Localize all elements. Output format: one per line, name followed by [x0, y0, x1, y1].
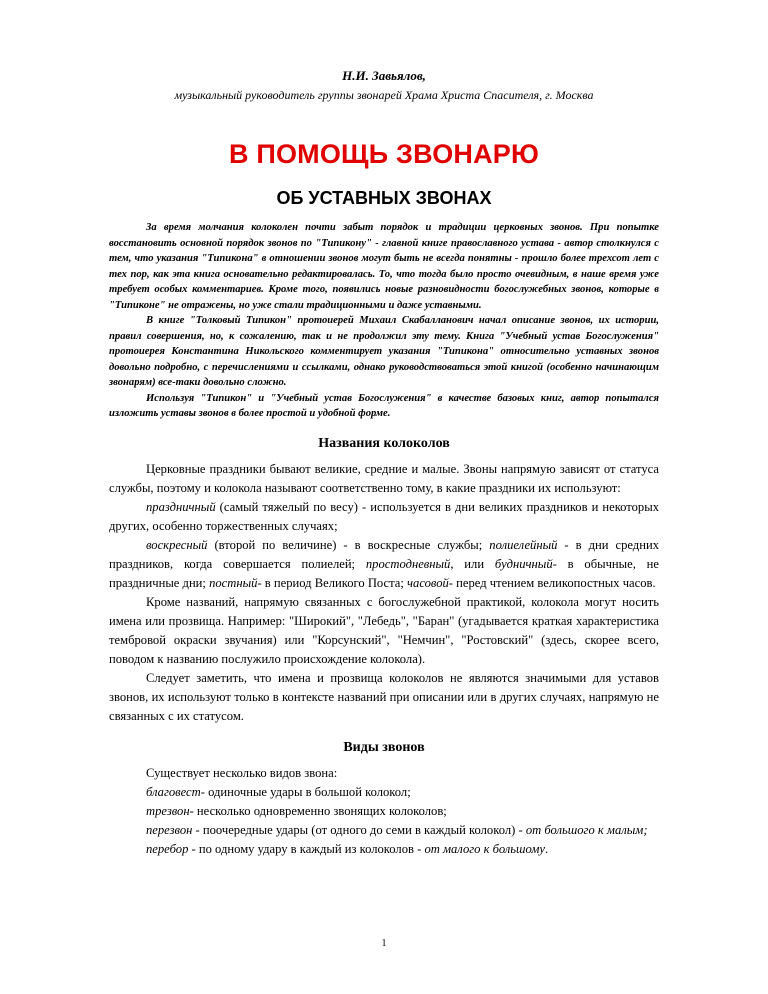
- text-run: (второй по величине) - в воскресные службы;: [207, 537, 490, 552]
- paragraph: Существует несколько видов звона:: [146, 765, 338, 780]
- text-run: - одиночные удары в большой колокол;: [200, 784, 411, 799]
- paragraph: [109, 498, 659, 536]
- document-subtitle: ОБ УСТАВНЫХ ЗВОНАХ: [276, 188, 492, 208]
- paragraph: [109, 536, 659, 593]
- paragraph: [109, 802, 659, 821]
- term: от малого к большому: [424, 841, 545, 856]
- author-affiliation: музыкальный руководитель группы звонарей Храма Христа Спасителя, г. Москва: [174, 88, 594, 102]
- section-ringing-types: [109, 740, 659, 859]
- term: от большого к малым;: [525, 822, 648, 837]
- term: будничный: [494, 556, 553, 571]
- text-run: , или: [450, 556, 495, 571]
- paragraph: Следует заметить, что имена и прозвища колоколов не являются значимыми для уставов звонов, их используют только в контексте названий при описании или в других случаях, напрямую не связанных с их статусом.: [109, 670, 659, 723]
- term: праздничный: [146, 499, 216, 514]
- term: трезвон: [146, 803, 190, 818]
- term: постный: [209, 575, 258, 590]
- term: перебор: [146, 841, 189, 856]
- paragraph: [109, 783, 659, 802]
- paragraph: Кроме названий, напрямую связанных с богослужебной практикой, колокола могут носить имена или прозвища. Например: "Широкий", "Лебедь", "Баран" (угадывается краткая характеристика тембровой окраски звучания) или "Корсунский", "Немчин", "Ростовский" (здесь, скорее всего, поводом к названию послужило происхождение колокола).: [109, 594, 659, 666]
- section-heading-ringing-types: Виды звонов: [343, 739, 425, 755]
- term: полиелейный: [489, 537, 558, 552]
- intro-paragraph-2: В книге "Толковый Типикон" протоиерей Михаил Скабалланович начал описание звонов, их истории, правил совершения, но, к сожалению, так и не продолжил эту тему. Книга "Учебный устав Богослужения" протоиерея Константина Никольского комментирует указания "Типикона" относительно уставных звонов довольно подробно, с перечислениями и ссылками, однако руководствоваться этой книгой (особенно начинающим звонарям) все-таки довольно сложно.: [109, 315, 659, 388]
- term: простодневный: [365, 556, 451, 571]
- term: часовой: [407, 575, 449, 590]
- text-run: - перед чтением великопостных часов.: [448, 575, 656, 590]
- term: перезвон: [146, 822, 193, 837]
- text-run: - несколько одновременно звонящих колоколов;: [189, 803, 447, 818]
- author-name: Н.И. Завьялов,: [342, 68, 426, 83]
- paragraph: [109, 840, 659, 859]
- paragraph: Церковные праздники бывают великие, средние и малые. Звоны напрямую зависят от статуса службы, поэтому и колокола называют соответственно тому, в какие праздники их используют:: [109, 461, 659, 495]
- text-run: - по одному удару в каждый из колоколов -: [188, 841, 425, 856]
- document-title: В ПОМОЩЬ ЗВОНАРЮ: [228, 139, 540, 169]
- text-run: (самый тяжелый по весу) - используется в дни великих праздников и некоторых других, особенно торжественных случаях;: [109, 499, 659, 533]
- intro-paragraph-3: Используя "Типикон" и "Учебный устав Богослужения" в качестве базовых книг, автор попытался изложить уставы звонов в более простой и удобной форме.: [109, 392, 659, 419]
- paragraph: [109, 821, 659, 840]
- text-run: - в дни средних праздников, когда совершается полиелей;: [109, 537, 659, 571]
- document-page: [109, 60, 659, 859]
- text-run: - поочередные удары (от одного до семи в каждый колокол) -: [192, 822, 526, 837]
- section-bell-names: [109, 436, 659, 726]
- page-number: 1: [381, 938, 387, 949]
- section-heading-bell-names: Названия колоколов: [318, 435, 450, 451]
- term: благовест: [146, 784, 201, 799]
- text-run: - в обычные, не праздничные дни;: [109, 556, 659, 590]
- intro-paragraph-1: За время молчания колоколен почти забыт порядок и традиции церковных звонов. При попытке восстановить основной порядок звонов по "Типикону" - главной книге православного устава - автор столкнулся с тем, что указания "Типикона" в отношении звонов могут быть не всегда понятны - прошло более трехсот лет с тех пор, как эта книга основательно редактировалась. То, что тогда было просто очевидным, в наше время уже требует особых комментариев. Кроме того, появились новые разновидности богослужебных звонов, которые в "Типиконе" не отражены, но уже стали традиционными и даже уставными.: [109, 222, 659, 311]
- term: воскресный: [146, 537, 208, 552]
- text-run: - в период Великого Поста;: [257, 575, 408, 590]
- intro-block: [109, 220, 659, 422]
- text-run: .: [544, 841, 549, 856]
